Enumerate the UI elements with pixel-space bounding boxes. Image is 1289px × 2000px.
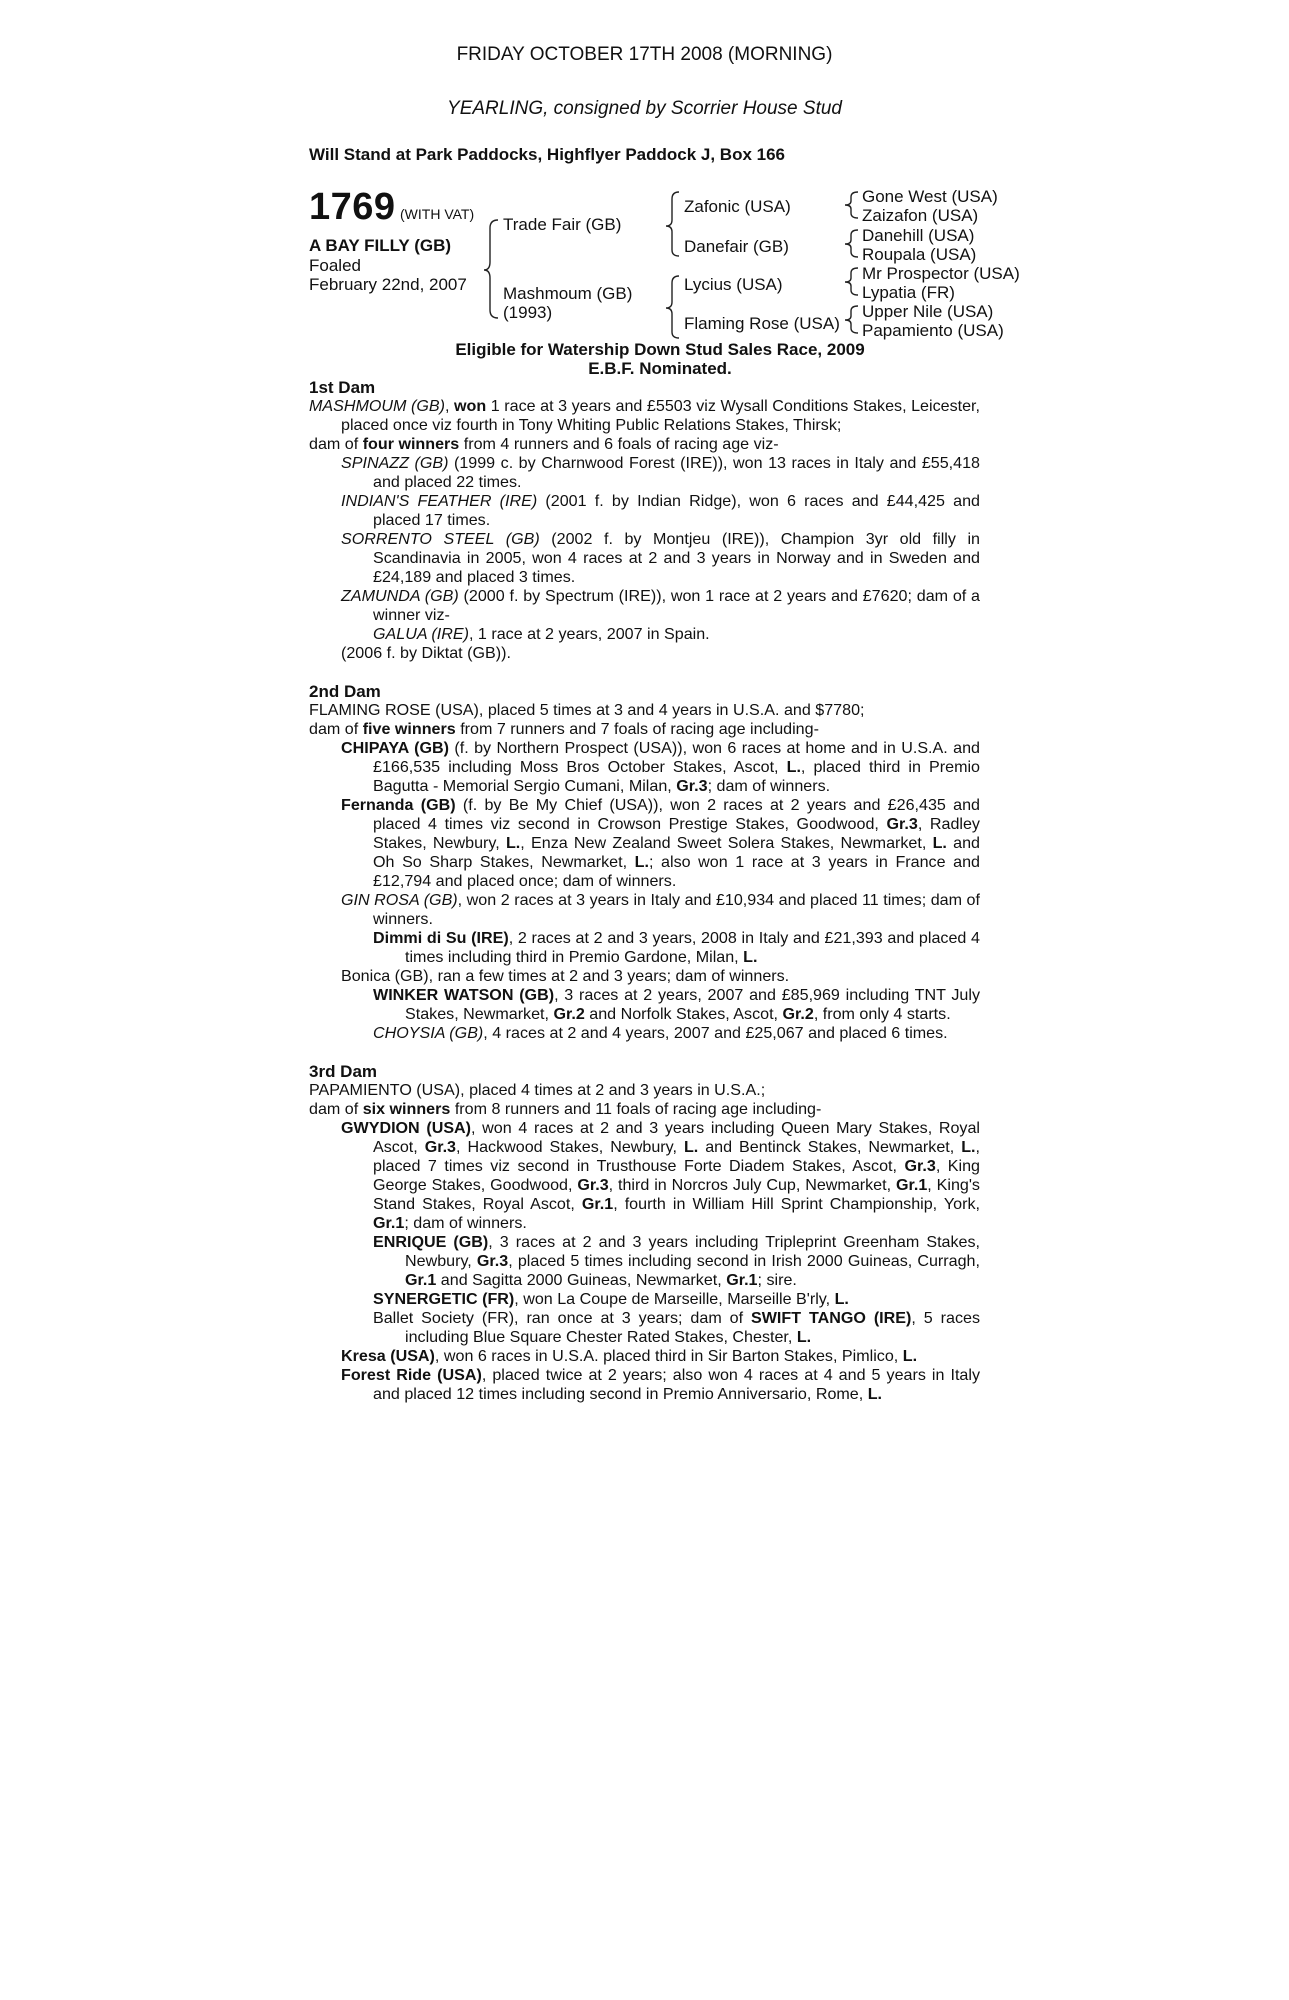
- first-dam-record: MASHMOUM (GB), won 1 race at 3 years and £5503 viz Wysall Conditions Stakes, Leicester, placed once viz fourth in Tony Whiting Public Relations Stakes, Thirsk;: [309, 397, 980, 434]
- pedigree-g3-1: Gone West (USA): [862, 187, 998, 206]
- produce-entry: ZAMUNDA (GB) (2000 f. by Spectrum (IRE)), won 1 race at 2 years and £7620; dam of a winner viz-: [341, 587, 981, 624]
- first-dam-produce-summary: dam of four winners from 4 runners and 6 foals of racing age viz-: [309, 435, 779, 453]
- produce-entry: WINKER WATSON (GB), 3 races at 2 years, 2007 and £85,969 including TNT July Stakes, Newmarket, Gr.2 and Norfolk Stakes, Ascot, Gr.2, from only 4 starts.: [373, 986, 980, 1023]
- pedigree-g3-6: Lypatia (FR): [862, 283, 955, 302]
- eligibility-line: Eligible for Watership Down Stud Sales Race, 2009: [455, 340, 865, 359]
- consignment-line: YEARLING, consigned by Scorrier House Stud: [447, 98, 842, 119]
- dam-history: [309, 378, 980, 1404]
- produce-entry: GWYDION (USA), won 4 races at 2 and 3 years including Queen Mary Stakes, Royal Ascot, Gr.3, Hackwood Stakes, Newbury, L. and Bentinck Stakes, Newmarket, L., placed 7 times viz second in Trusthouse Forte Diadem Stakes, Ascot, Gr.3, King George Stakes, Goodwood, Gr.3, third in Norcros July Cup, Newmarket, Gr.1, King's Stand Stakes, Royal Ascot, Gr.1, fourth in William Hill Sprint Championship, York, Gr.1; dam of winners.: [341, 1119, 981, 1232]
- produce-entry: SPINAZZ (GB) (1999 c. by Charnwood Forest (IRE)), won 13 races in Italy and £55,418 and placed 22 times.: [341, 454, 980, 491]
- produce-entry: GALUA (IRE), 1 race at 2 years, 2007 in Spain.: [373, 625, 710, 643]
- third-dam-produce-summary: dam of six winners from 8 runners and 11 foals of racing age including-: [309, 1100, 822, 1118]
- first-dam-title: 1st Dam: [309, 378, 376, 397]
- pedigree-sire-sire: Zafonic (USA): [684, 197, 791, 216]
- foaled-label: Foaled: [309, 256, 361, 275]
- ebf-line: E.B.F. Nominated.: [588, 359, 732, 378]
- pedigree-brackets: [0, 0, 1289, 340]
- produce-entry: INDIAN'S FEATHER (IRE) (2001 f. by Indian Ridge), won 6 races and £44,425 and placed 17 times.: [341, 492, 980, 529]
- lot-description: A BAY FILLY (GB): [309, 236, 452, 255]
- vat-note: (WITH VAT): [400, 206, 475, 222]
- pedigree-g3-3: Danehill (USA): [862, 226, 975, 245]
- produce-entry: Bonica (GB), ran a few times at 2 and 3 years; dam of winners.: [341, 967, 790, 985]
- pedigree-g3-7: Upper Nile (USA): [862, 302, 994, 321]
- produce-entry: (2006 f. by Diktat (GB)).: [341, 644, 511, 662]
- third-dam-record: PAPAMIENTO (USA), placed 4 times at 2 and 3 years in U.S.A.;: [309, 1081, 766, 1099]
- pedigree-sire: Trade Fair (GB): [503, 215, 622, 234]
- lot-number: 1769: [309, 186, 396, 228]
- second-dam-produce-summary: dam of five winners from 7 runners and 7 foals of racing age including-: [309, 720, 819, 738]
- third-dam-title: 3rd Dam: [309, 1062, 378, 1081]
- produce-entry: GIN ROSA (GB), won 2 races at 3 years in Italy and £10,934 and placed 11 times; dam of winners.: [341, 891, 980, 928]
- foaled-date: February 22nd, 2007: [309, 275, 467, 294]
- produce-entry: SYNERGETIC (FR), won La Coupe de Marseille, Marseille B'rly, L.: [373, 1290, 849, 1308]
- produce-entry: Ballet Society (FR), ran once at 3 years; dam of SWIFT TANGO (IRE), 5 races including Blue Square Chester Rated Stakes, Chester, L.: [373, 1309, 980, 1346]
- pedigree-g3-8: Papamiento (USA): [862, 321, 1004, 340]
- sale-date: FRIDAY OCTOBER 17TH 2008 (MORNING): [456, 44, 833, 65]
- produce-entry: Dimmi di Su (IRE), 2 races at 2 and 3 years, 2008 in Italy and £21,393 and placed 4 times including third in Premio Gardone, Milan, L.: [373, 929, 980, 966]
- stand-location: Will Stand at Park Paddocks, Highflyer Paddock J, Box 166: [309, 145, 785, 164]
- pedigree-g3-4: Roupala (USA): [862, 245, 977, 264]
- pedigree-dam-dam: Flaming Rose (USA): [684, 314, 840, 333]
- produce-entry: ENRIQUE (GB), 3 races at 2 and 3 years including Tripleprint Greenham Stakes, Newbury, Gr.3, placed 5 times including second in Irish 2000 Guineas, Curragh, Gr.1 and Sagitta 2000 Guineas, Newmarket, Gr.1; sire.: [373, 1233, 981, 1289]
- produce-entry: CHOYSIA (GB), 4 races at 2 and 4 years, 2007 and £25,067 and placed 6 times.: [373, 1024, 948, 1042]
- pedigree-g3-5: Mr Prospector (USA): [862, 264, 1020, 283]
- produce-entry: SORRENTO STEEL (GB) (2002 f. by Montjeu (IRE)), Champion 3yr old filly in Scandinavia in 2005, won 4 races at 2 and 3 years in Norway and in Sweden and £24,189 and placed 3 times.: [341, 530, 980, 586]
- pedigree-g3-2: Zaizafon (USA): [862, 206, 979, 225]
- pedigree-sire-dam: Danefair (GB): [684, 237, 789, 256]
- produce-entry: Kresa (USA), won 6 races in U.S.A. placed third in Sir Barton Stakes, Pimlico, L.: [341, 1347, 918, 1365]
- pedigree-dam-sire: Lycius (USA): [684, 275, 783, 294]
- produce-entry: CHIPAYA (GB) (f. by Northern Prospect (USA)), won 6 races at home and in U.S.A. and £166,535 including Moss Bros October Stakes, Ascot, L., placed third in Premio Bagutta - Memorial Sergio Cumani, Milan, Gr.3; dam of winners.: [341, 739, 981, 795]
- produce-entry: Forest Ride (USA), placed twice at 2 years; also won 4 races at 4 and 5 years in Italy and placed 12 times including second in Premio Anniversario, Rome, L.: [341, 1366, 980, 1403]
- produce-entry: Fernanda (GB) (f. by Be My Chief (USA)), won 2 races at 2 years and £26,435 and placed 4 times viz second in Crowson Prestige Stakes, Goodwood, Gr.3, Radley Stakes, Newbury, L., Enza New Zealand Sweet Solera Stakes, Newmarket, L. and Oh So Sharp Stakes, Newmarket, L.; also won 1 race at 3 years in France and £12,794 and placed once; dam of winners.: [341, 796, 980, 890]
- pedigree-dam-year: (1993): [503, 303, 553, 322]
- second-dam-title: 2nd Dam: [309, 682, 381, 701]
- second-dam-record: FLAMING ROSE (USA), placed 5 times at 3 and 4 years in U.S.A. and $7780;: [309, 701, 865, 719]
- pedigree-dam: Mashmoum (GB): [503, 284, 633, 303]
